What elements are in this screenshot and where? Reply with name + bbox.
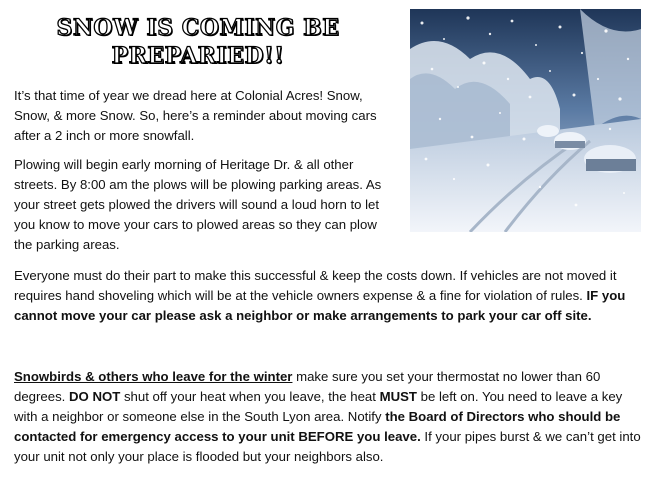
thermostat-text: make sure you set your thermostat no lower than 60 degrees. — [14, 369, 601, 404]
intro-paragraph: It’s that time of year we dread here at Colonial Acres! Snow, Snow, & more Snow. So, here’s a reminder about moving cars after a 2 inch or more snowfall. — [14, 88, 377, 143]
responsibility-text: Everyone must do their part to make this successful & keep the costs down. If vehicles are not moved it requires hand shoveling which will be at the vehicle owners expense & a fine for violation of rules. — [14, 268, 617, 303]
flyer-title — [50, 14, 346, 70]
key-text: be left on. You need to leave a key with a neighbor or someone else in the South Lyon area. Notify — [14, 389, 623, 424]
snowbirds-paragraph — [14, 367, 646, 467]
must-text: MUST — [379, 389, 417, 404]
plowing-paragraph: Plowing will begin early morning of Heritage Dr. & all other streets. By 8:00 am the plows will be plowing parking areas. As your street gets plowed the drivers will sound a loud horn to let you know to move your cars to plowed areas so they can plow the parking areas. — [14, 157, 382, 252]
board-text: the Board of Directors who should be contacted for emergency access to your unit BEFORE you leave. — [14, 409, 621, 444]
snowbirds-heading: Snowbirds & others who leave for the winter — [14, 369, 293, 384]
title-line-2: PREPARIED!! — [111, 43, 285, 69]
do-not-text: DO NOT — [69, 389, 121, 404]
title-line-1: SNOW IS COMING BE — [56, 15, 340, 41]
responsibility-bold-text: IF you cannot move your car please ask a neighbor or make arrangements to park your car off site. — [14, 288, 626, 323]
heat-text: shut off your heat when you leave, the heat — [120, 389, 380, 404]
pipes-text: If your pipes burst & we can’t get into your unit not only your place is flooded but your neighbors also. — [14, 429, 641, 464]
responsibility-paragraph — [14, 266, 646, 326]
snowy-street-photo — [410, 9, 641, 232]
